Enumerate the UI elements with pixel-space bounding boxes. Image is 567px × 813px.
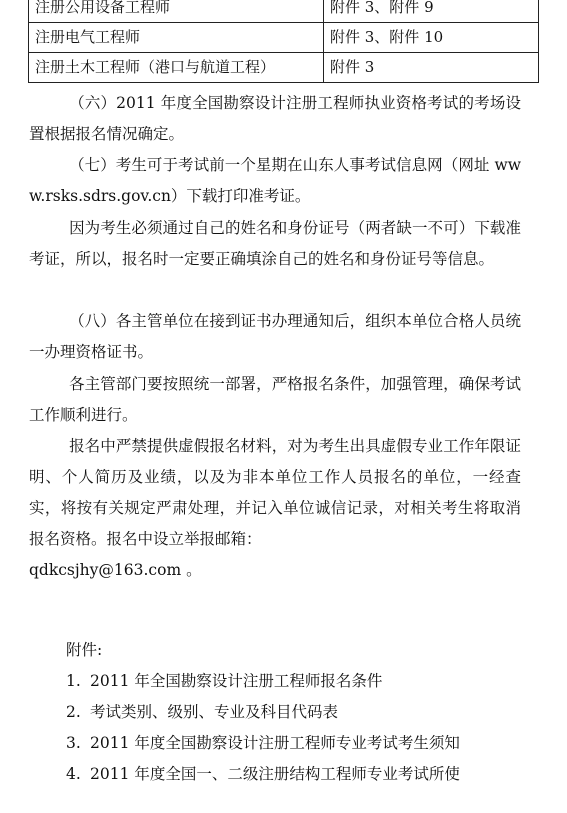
paragraph-6: [29, 88, 521, 150]
list-item-number: 1.: [66, 672, 81, 690]
table-cell-attachment: 附件 3: [324, 53, 539, 83]
paragraph-8-text: （八）各主管单位在接到证书办理通知后，组织本单位合格人员统一办理资格证书。: [29, 312, 521, 361]
paragraph-7: [29, 150, 521, 212]
list-item: [66, 697, 561, 728]
list-item-text: 2011 年度全国勘察设计注册工程师专业考试考生须知: [90, 734, 460, 752]
paragraph-9: [29, 369, 521, 431]
paragraph-8: [29, 306, 521, 368]
paragraph-10-text: 报名中严禁提供虚假报名材料，对为考生出具虚假专业工作年限证明、个人简历及业绩，以及为非本单位工作人员报名的单位，一经查实，将按有关规定严肃处理，并记入单位诚信记录，对相关考生将取消报名资格。报名中设立举报邮箱：: [29, 437, 521, 548]
table-row: [29, 23, 539, 53]
paragraph-7-text: （七）考生可于考试前一个星期在山东人事考试信息网（网址 www.rsks.sdrs.gov.cn）下载打印准考证。: [29, 156, 521, 205]
table-row: [29, 53, 539, 83]
paragraph-6-text: （六）2011 年度全国勘察设计注册工程师执业资格考试的考场设置根据报名情况确定。: [29, 94, 521, 143]
report-email: qdkcsjhy@163.com 。: [29, 561, 202, 579]
list-item: [66, 666, 561, 697]
list-item-text: 2011 年度全国一、二级注册结构工程师专业考试所使: [90, 765, 460, 783]
list-item-number: 2.: [66, 703, 81, 721]
list-item-number: 4.: [66, 765, 81, 783]
paragraph-7-note: [29, 213, 521, 275]
paragraph-9-text: 各主管部门要按照统一部署，严格报名条件，加强管理，确保考试工作顺利进行。: [29, 375, 521, 424]
table-cell-title: 注册公用设备工程师: [29, 0, 324, 23]
table-cell-title: 注册电气工程师: [29, 23, 324, 53]
list-item: [66, 728, 561, 759]
paragraph-10: [29, 431, 521, 586]
exam-attachment-table: [28, 0, 539, 83]
attachments-list: [66, 666, 561, 790]
attachments-title: 附件:: [66, 641, 103, 659]
list-item-text: 考试类别、级别、专业及科目代码表: [90, 703, 339, 721]
list-item-text: 2011 年全国勘察设计注册工程师报名条件: [90, 672, 383, 690]
table-cell-attachment: 附件 3、附件 10: [324, 23, 539, 53]
table-cell-attachment: 附件 3、附件 9: [324, 0, 539, 23]
list-item: [66, 759, 561, 790]
paragraph-7-note-text: 因为考生必须通过自己的姓名和身份证号（两者缺一不可）下载准考证，所以，报名时一定要正确填涂自己的姓名和身份证号等信息。: [29, 219, 521, 268]
table-cell-title: 注册土木工程师（港口与航道工程）: [29, 53, 324, 83]
list-item-number: 3.: [66, 734, 81, 752]
table-row: [29, 0, 539, 23]
